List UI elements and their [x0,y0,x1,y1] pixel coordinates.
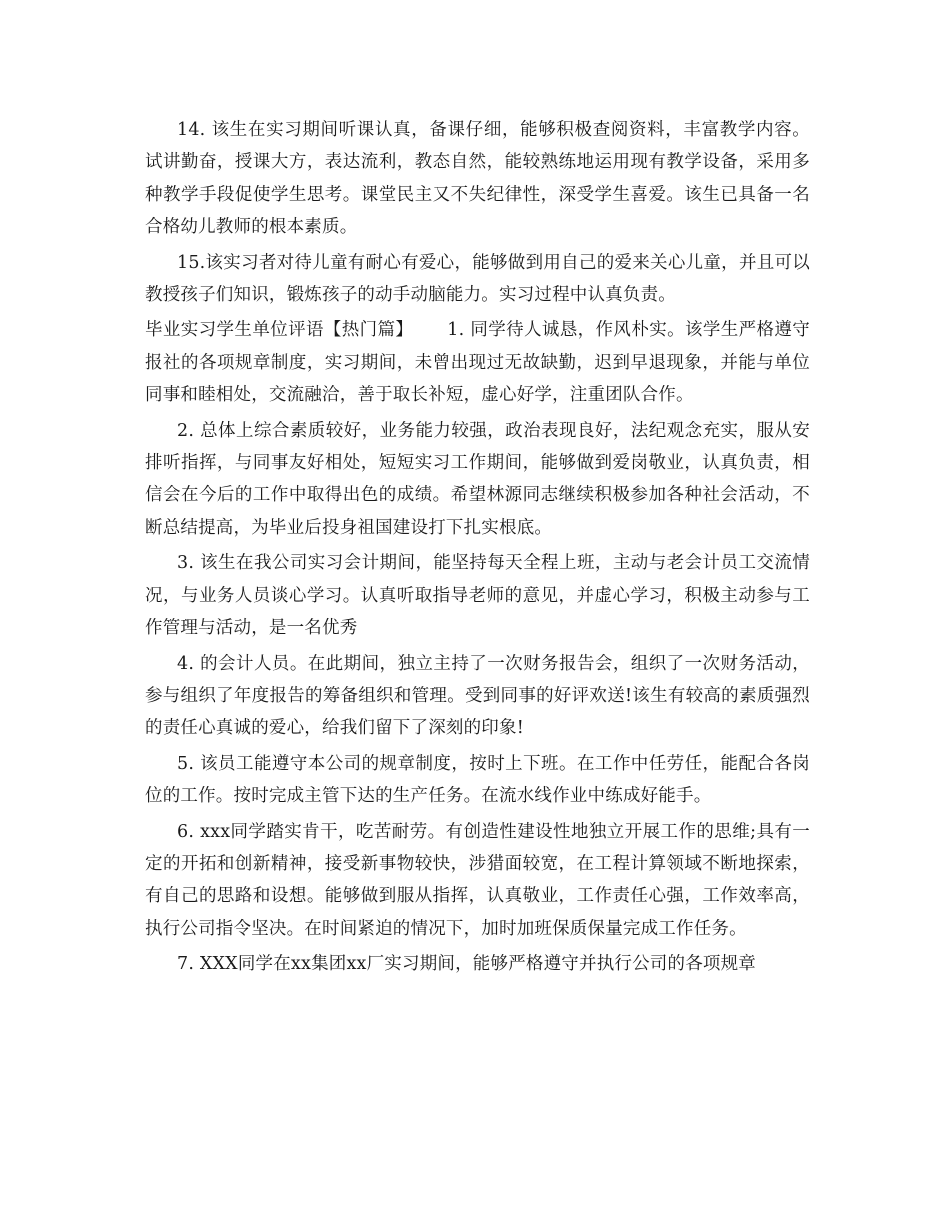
paragraph-6: 6. xxx同学踏实肯干，吃苦耐劳。有创造性建设性地独立开展工作的思维;具有一定的开拓和创新精神，接受新事物较快，涉猎面较宽，在工程计算领域不断地探索，有自己的思路和设想。能够做到服从指挥，认真敬业，工作责任心强，工作效率高，执行公司指令坚决。在时间紧迫的情况下，加时加班保质保量完成工作任务。 [145,821,810,939]
paragraph-3: 3. 该生在我公司实习会计期间，能坚持每天全程上班，主动与老会计员工交流情况，与业务人员谈心学习。认真听取指导老师的意见，并虚心学习，积极主动参与工作管理与活动，是一名优秀 [145,553,810,639]
paragraph-14: 14. 该生在实习期间听课认真，备课仔细，能够积极查阅资料，丰富教学内容。试讲勤奋，授课大方，表达流利，教态自然，能较熟练地运用现有教学设备，采用多种教学手段促使学生思考。课堂民主又不失纪律性，深受学生喜爱。该生已具备一名合格幼儿教师的根本素质。 [145,120,810,238]
paragraph-15: 15.该实习者对待儿童有耐心有爱心，能够做到用自己的爱来关心儿童，并且可以教授孩子们知识，锻炼孩子的动手动脑能力。实习过程中认真负责。 [145,252,810,306]
paragraph-2: 2. 总体上综合素质较好，业务能力较强，政治表现良好，法纪观念充实，服从安排听指挥，与同事友好相处，短短实习工作期间，能够做到爱岗敬业，认真负责，相信会在今后的工作中取得出色的成绩。希望林源同志继续积极参加各种社会活动，不断总结提高，为毕业后投身祖国建设打下扎实根底。 [145,420,810,538]
document-body [145,114,810,984]
paragraph-7: 7. XXX同学在xx集团xx厂实习期间，能够严格遵守并执行公司的各项规章 [177,954,757,975]
paragraph-1-text: 1. 同学待人诚恳，作风朴实。该学生严格遵守报社的各项规章制度，实习期间，未曾出现过无故缺勤，迟到早退现象，并能与单位同事和睦相处，交流融洽，善于取长补短，虚心好学，注重团队合作。 [145,320,810,406]
section-heading: 毕业实习学生单位评语【热门篇】 [145,320,414,341]
section-heading-paragraph [145,314,810,411]
paragraph-5: 5. 该员工能遵守本公司的规章制度，按时上下班。在工作中任劳任，能配合各岗位的工作。按时完成主管下达的生产任务。在流水线作业中练成好能手。 [145,753,810,807]
paragraph-4: 4. 的会计人员。在此期间，独立主持了一次财务报告会，组织了一次财务活动，参与组织了年度报告的筹备组织和管理。受到同事的好评欢送!该生有较高的素质强烈的责任心真诚的爱心，给我们留下了深刻的印象! [145,653,810,739]
